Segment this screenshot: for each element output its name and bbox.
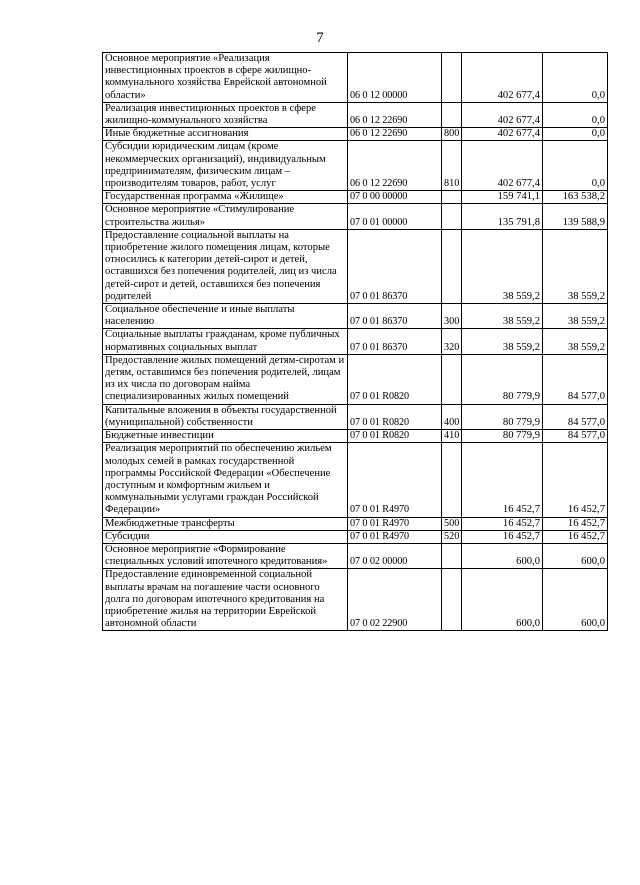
row-sum-2019-cell: 0,0 bbox=[543, 53, 608, 103]
table-row bbox=[103, 443, 608, 517]
row-vr-cell: 300 bbox=[442, 304, 462, 329]
table-row bbox=[103, 141, 608, 191]
row-vr-cell bbox=[442, 229, 462, 303]
row-sum-2019-cell: 139 588,9 bbox=[543, 204, 608, 229]
table-row bbox=[103, 569, 608, 631]
row-code-cell: 06 0 12 22690 bbox=[348, 128, 442, 141]
row-sum-2018-cell: 16 452,7 bbox=[462, 443, 543, 517]
row-name-cell: Иные бюджетные ассигнования bbox=[103, 128, 348, 141]
row-name-cell: Бюджетные инвестиции bbox=[103, 430, 348, 443]
row-sum-2018-cell: 600,0 bbox=[462, 543, 543, 568]
row-vr-cell: 400 bbox=[442, 404, 462, 429]
row-code-cell: 07 0 01 R4970 bbox=[348, 443, 442, 517]
row-vr-cell: 810 bbox=[442, 141, 462, 191]
table-row bbox=[103, 191, 608, 204]
row-code-cell: 07 0 01 86370 bbox=[348, 229, 442, 303]
row-sum-2019-cell: 38 559,2 bbox=[543, 229, 608, 303]
row-sum-2019-cell: 16 452,7 bbox=[543, 517, 608, 530]
table-row bbox=[103, 304, 608, 329]
row-sum-2019-cell: 0,0 bbox=[543, 128, 608, 141]
row-name-cell: Предоставление единовременной социальной выплаты врачам на погашение части основного долга по договорам ипотечного кредитования на приобретение жилья на территории Еврейской автономной области bbox=[103, 569, 348, 631]
row-sum-2019-cell: 163 538,2 bbox=[543, 191, 608, 204]
row-vr-cell: 520 bbox=[442, 530, 462, 543]
row-name-cell: Предоставление жилых помещений детям-сиротам и детям, оставшимся без попечения родителей, лицам из их числа по договорам найма специализированных жилых помещений bbox=[103, 354, 348, 404]
row-vr-cell: 410 bbox=[442, 430, 462, 443]
row-name-cell: Межбюджетные трансферты bbox=[103, 517, 348, 530]
row-code-cell: 07 0 01 R0820 bbox=[348, 404, 442, 429]
row-sum-2018-cell: 135 791,8 bbox=[462, 204, 543, 229]
row-sum-2019-cell: 84 577,0 bbox=[543, 430, 608, 443]
row-sum-2018-cell: 38 559,2 bbox=[462, 229, 543, 303]
row-sum-2018-cell: 402 677,4 bbox=[462, 102, 543, 127]
row-code-cell: 07 0 01 R0820 bbox=[348, 354, 442, 404]
table-row bbox=[103, 530, 608, 543]
row-sum-2018-cell: 80 779,9 bbox=[462, 430, 543, 443]
row-vr-cell bbox=[442, 191, 462, 204]
row-name-cell: Субсидии юридическим лицам (кроме некоммерческих организаций), индивидуальным предпринимателям, физическим лицам – производителям товаров, работ, услуг bbox=[103, 141, 348, 191]
table-row bbox=[103, 354, 608, 404]
row-sum-2018-cell: 38 559,2 bbox=[462, 329, 543, 354]
row-sum-2018-cell: 38 559,2 bbox=[462, 304, 543, 329]
table-row bbox=[103, 229, 608, 303]
row-vr-cell: 800 bbox=[442, 128, 462, 141]
table-row bbox=[103, 128, 608, 141]
table-row bbox=[103, 329, 608, 354]
row-vr-cell bbox=[442, 204, 462, 229]
row-code-cell: 07 0 01 R4970 bbox=[348, 517, 442, 530]
row-sum-2018-cell: 402 677,4 bbox=[462, 141, 543, 191]
row-sum-2019-cell: 16 452,7 bbox=[543, 530, 608, 543]
row-vr-cell bbox=[442, 569, 462, 631]
table-row bbox=[103, 430, 608, 443]
row-name-cell: Основное мероприятие «Реализация инвестиционных проектов в сфере жилищно-коммунального хозяйства Еврейской автономной области» bbox=[103, 53, 348, 103]
row-sum-2019-cell: 84 577,0 bbox=[543, 354, 608, 404]
table-row bbox=[103, 102, 608, 127]
table-row bbox=[103, 204, 608, 229]
row-sum-2019-cell: 600,0 bbox=[543, 543, 608, 568]
page-number: 7 bbox=[316, 30, 324, 46]
row-sum-2018-cell: 402 677,4 bbox=[462, 128, 543, 141]
row-vr-cell bbox=[442, 354, 462, 404]
row-vr-cell bbox=[442, 543, 462, 568]
row-sum-2019-cell: 0,0 bbox=[543, 141, 608, 191]
row-vr-cell bbox=[442, 53, 462, 103]
budget-table-body bbox=[103, 53, 608, 631]
row-name-cell: Социальное обеспечение и иные выплаты населению bbox=[103, 304, 348, 329]
row-vr-cell: 320 bbox=[442, 329, 462, 354]
row-sum-2018-cell: 600,0 bbox=[462, 569, 543, 631]
row-vr-cell bbox=[442, 443, 462, 517]
table-row bbox=[103, 517, 608, 530]
row-name-cell: Социальные выплаты гражданам, кроме публичных нормативных социальных выплат bbox=[103, 329, 348, 354]
row-sum-2018-cell: 16 452,7 bbox=[462, 517, 543, 530]
row-code-cell: 07 0 01 R0820 bbox=[348, 430, 442, 443]
row-code-cell: 06 0 12 22690 bbox=[348, 102, 442, 127]
row-sum-2018-cell: 16 452,7 bbox=[462, 530, 543, 543]
row-sum-2019-cell: 0,0 bbox=[543, 102, 608, 127]
row-name-cell: Реализация инвестиционных проектов в сфере жилищно-коммунального хозяйства bbox=[103, 102, 348, 127]
row-code-cell: 07 0 02 00000 bbox=[348, 543, 442, 568]
row-code-cell: 06 0 12 00000 bbox=[348, 53, 442, 103]
row-sum-2019-cell: 600,0 bbox=[543, 569, 608, 631]
row-name-cell: Капитальные вложения в объекты государственной (муниципальной) собственности bbox=[103, 404, 348, 429]
row-sum-2019-cell: 38 559,2 bbox=[543, 304, 608, 329]
row-name-cell: Субсидии bbox=[103, 530, 348, 543]
row-sum-2019-cell: 16 452,7 bbox=[543, 443, 608, 517]
row-vr-cell: 500 bbox=[442, 517, 462, 530]
row-code-cell: 07 0 00 00000 bbox=[348, 191, 442, 204]
row-sum-2019-cell: 84 577,0 bbox=[543, 404, 608, 429]
row-code-cell: 06 0 12 22690 bbox=[348, 141, 442, 191]
row-code-cell: 07 0 01 00000 bbox=[348, 204, 442, 229]
row-sum-2018-cell: 159 741,1 bbox=[462, 191, 543, 204]
row-name-cell: Основное мероприятие «Стимулирование строительства жилья» bbox=[103, 204, 348, 229]
table-row bbox=[103, 404, 608, 429]
row-vr-cell bbox=[442, 102, 462, 127]
row-code-cell: 07 0 01 86370 bbox=[348, 304, 442, 329]
row-name-cell: Государственная программа «Жилище» bbox=[103, 191, 348, 204]
table-row bbox=[103, 543, 608, 568]
budget-table bbox=[102, 52, 608, 631]
table-row bbox=[103, 53, 608, 103]
row-code-cell: 07 0 01 86370 bbox=[348, 329, 442, 354]
row-sum-2018-cell: 402 677,4 bbox=[462, 53, 543, 103]
row-code-cell: 07 0 01 R4970 bbox=[348, 530, 442, 543]
row-code-cell: 07 0 02 22900 bbox=[348, 569, 442, 631]
row-sum-2018-cell: 80 779,9 bbox=[462, 404, 543, 429]
row-name-cell: Основное мероприятие «Формирование специальных условий ипотечного кредитования» bbox=[103, 543, 348, 568]
row-sum-2019-cell: 38 559,2 bbox=[543, 329, 608, 354]
row-name-cell: Предоставление социальной выплаты на приобретение жилого помещения лицам, которые относились к категории детей-сирот и детей, оставшихся без попечения родителей, лиц из числа детей-сирот и детей, оставшихся без попечения родителей bbox=[103, 229, 348, 303]
row-sum-2018-cell: 80 779,9 bbox=[462, 354, 543, 404]
row-name-cell: Реализация мероприятий по обеспечению жильем молодых семей в рамках государственной программы Российской Федерации «Обеспечение доступным и комфортным жильем и коммунальными услугами граждан Российской Федерации» bbox=[103, 443, 348, 517]
